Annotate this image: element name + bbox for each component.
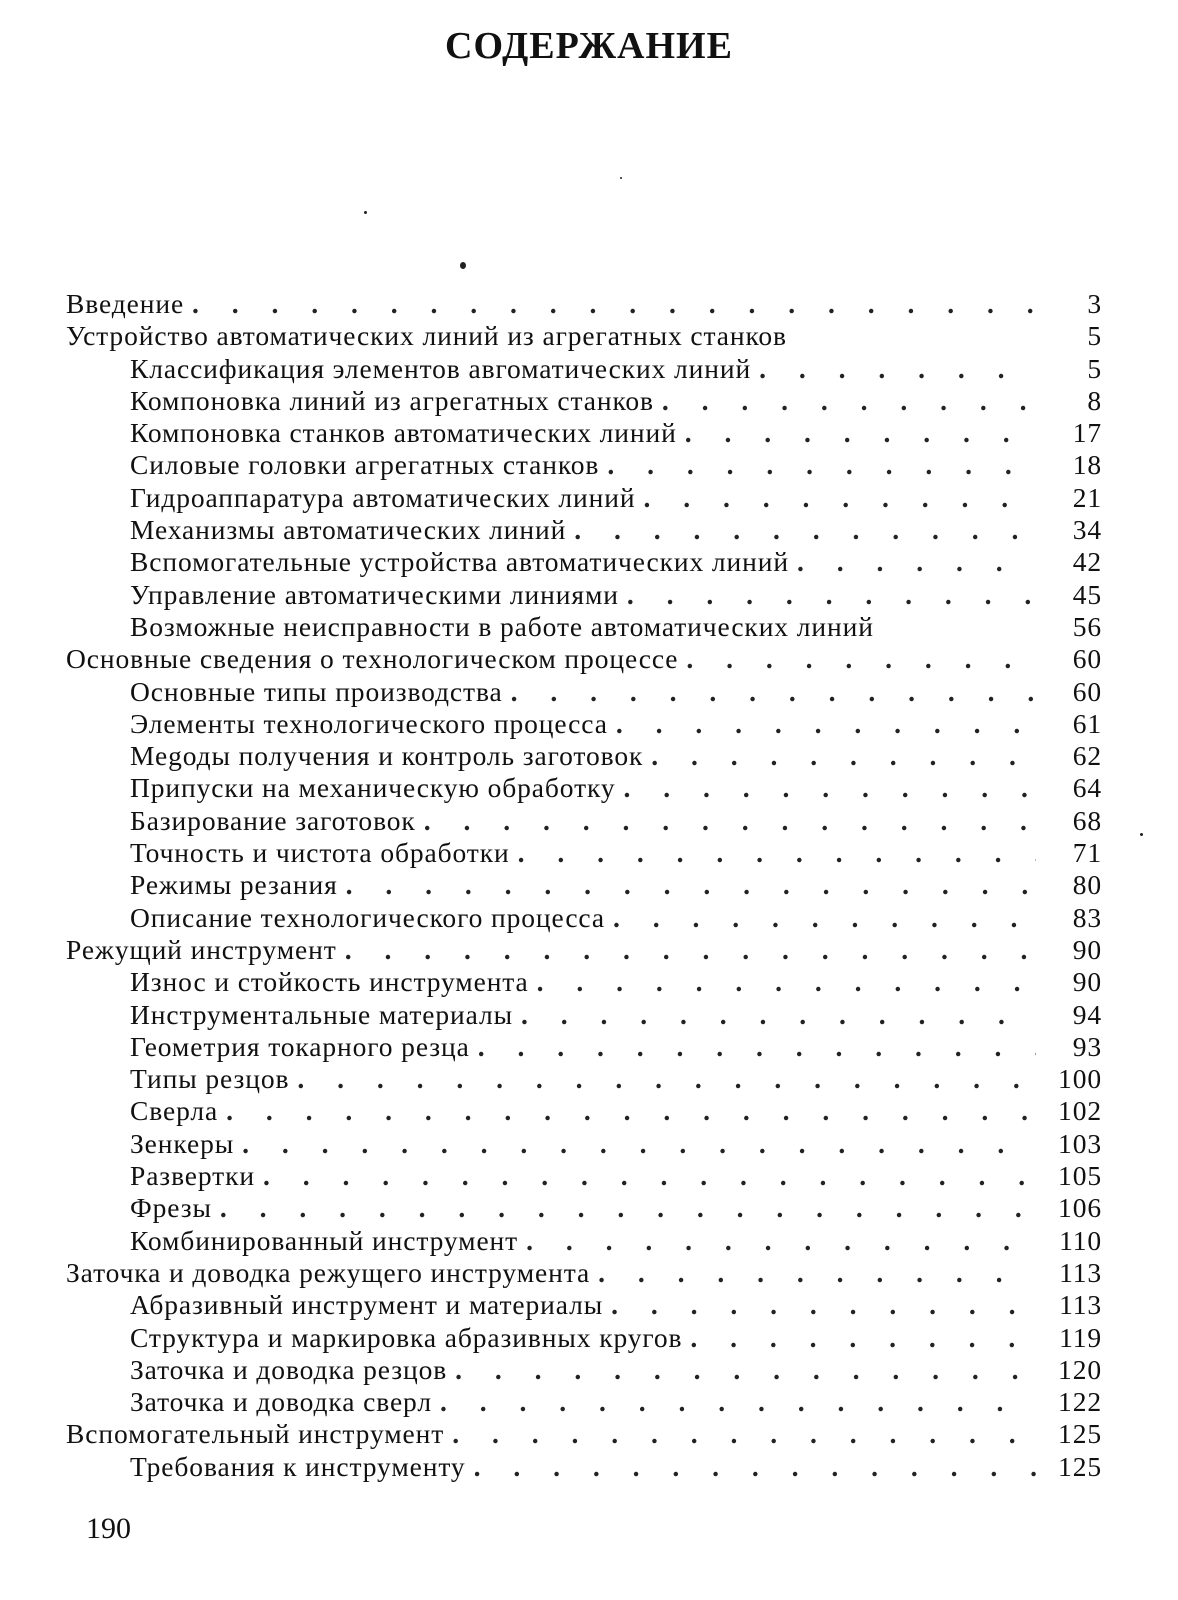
dot-leader xyxy=(346,869,1036,901)
dot-leader xyxy=(616,708,1036,740)
toc-entry-title: Механизмы автоматических линий xyxy=(130,514,567,546)
dot-leader xyxy=(627,579,1036,611)
toc-entry-page: 125 xyxy=(1058,1450,1102,1482)
toc-entry xyxy=(66,805,1102,837)
toc-entry-title: Точность и чистота обработки xyxy=(130,837,510,869)
toc-entry-title: Вспомогательные устройства автоматических линий xyxy=(130,546,789,578)
toc-entry-page: 125 xyxy=(1058,1418,1102,1450)
dot-leader xyxy=(263,1160,1036,1192)
dot-leader xyxy=(607,449,1036,481)
toc-entry-page: 80 xyxy=(1072,869,1102,901)
toc-entry-page: 105 xyxy=(1058,1160,1102,1192)
dot-leader xyxy=(345,934,1036,966)
toc-entry-title: Абразивный инструмент и материалы xyxy=(130,1289,604,1321)
dot-leader xyxy=(574,514,1036,546)
toc-entry-page: 119 xyxy=(1059,1321,1102,1353)
dot-leader xyxy=(686,643,1036,675)
toc-entry xyxy=(66,288,1102,320)
dot-leader xyxy=(455,1354,1036,1386)
toc-entry xyxy=(66,611,1102,643)
toc-entry-page: 106 xyxy=(1058,1192,1102,1224)
toc-entry-page: 94 xyxy=(1072,998,1102,1030)
toc-entry xyxy=(66,837,1102,869)
toc-entry-page: 93 xyxy=(1072,1030,1102,1062)
toc-entry xyxy=(66,353,1102,385)
dot-leader xyxy=(511,676,1036,708)
scan-speck xyxy=(1140,833,1143,836)
toc-entry xyxy=(66,449,1102,481)
dot-leader xyxy=(220,1192,1036,1224)
toc-entry xyxy=(66,546,1102,578)
toc-entry-page: 120 xyxy=(1058,1353,1102,1385)
toc-entry-page: 8 xyxy=(1087,384,1102,416)
dot-leader xyxy=(452,1418,1036,1450)
toc-entry xyxy=(66,869,1102,901)
toc-entry-title: Развертки xyxy=(130,1160,255,1192)
toc-entry-page: 21 xyxy=(1072,481,1102,513)
toc-entry xyxy=(66,1354,1102,1386)
dot-leader xyxy=(226,1095,1036,1127)
toc-entry-page: 64 xyxy=(1072,772,1102,804)
toc-entry-title: Износ и стойкость инструмента xyxy=(130,966,529,998)
dot-leader xyxy=(624,772,1036,804)
toc-entry xyxy=(66,676,1102,708)
toc-entry-page: 113 xyxy=(1059,1289,1102,1321)
toc-entry-page: 60 xyxy=(1072,643,1102,675)
toc-entry-title: Силовые головки агрегатных станков xyxy=(130,449,600,481)
page-number: 190 xyxy=(86,1512,131,1545)
toc-entry-title: Типы резцов xyxy=(130,1063,290,1095)
toc-entry-title: Базирование заготовок xyxy=(130,804,416,836)
toc-entry xyxy=(66,385,1102,417)
toc-entry-title: Классификация элементов авгоматических линий xyxy=(130,352,752,384)
toc-entry-page: 18 xyxy=(1072,449,1102,481)
toc-entry xyxy=(66,1225,1102,1257)
toc-entry-page: 113 xyxy=(1059,1256,1102,1288)
toc-entry-page: 5 xyxy=(1087,320,1102,352)
toc-entry-page: 5 xyxy=(1087,352,1102,384)
toc-entry-title: Описание технологического процесса xyxy=(130,901,605,933)
dot-leader xyxy=(662,385,1036,417)
toc-entry xyxy=(66,1257,1102,1289)
toc-entry xyxy=(66,579,1102,611)
toc-entry-page: 102 xyxy=(1058,1095,1102,1127)
toc-entry xyxy=(66,708,1102,740)
toc-entry-page: 45 xyxy=(1072,578,1102,610)
dot-leader xyxy=(242,1128,1036,1160)
dot-leader xyxy=(440,1386,1036,1418)
toc-entry xyxy=(66,999,1102,1031)
toc-entry-page: 34 xyxy=(1072,514,1102,546)
toc-entry xyxy=(66,1386,1102,1418)
toc-entry xyxy=(66,1451,1102,1483)
table-of-contents xyxy=(66,288,1102,1483)
toc-entry-title: Инструментальные материалы xyxy=(130,998,514,1030)
toc-entry-page: 71 xyxy=(1072,837,1102,869)
scan-speck xyxy=(620,177,622,179)
toc-entry-page: 61 xyxy=(1072,707,1102,739)
toc-entry-page: 122 xyxy=(1058,1386,1102,1418)
toc-entry-title: Заточка и доводка резцов xyxy=(130,1353,448,1385)
toc-entry-page: 90 xyxy=(1072,966,1102,998)
toc-entry xyxy=(66,1095,1102,1127)
toc-entry-page: 60 xyxy=(1072,675,1102,707)
dot-leader xyxy=(759,353,1036,385)
toc-entry-title: Структура и маркировка абразивных кругов xyxy=(130,1321,683,1353)
dot-leader xyxy=(526,1225,1036,1257)
toc-entry xyxy=(66,1063,1102,1095)
dot-leader xyxy=(474,1451,1036,1483)
dot-leader xyxy=(690,1322,1036,1354)
toc-entry-page: 100 xyxy=(1058,1063,1102,1095)
toc-entry-page: 83 xyxy=(1072,901,1102,933)
toc-entry-page: 68 xyxy=(1072,804,1102,836)
page-title: СОДЕРЖАНИЕ xyxy=(445,25,733,67)
toc-entry-page: 17 xyxy=(1072,417,1102,449)
toc-entry xyxy=(66,643,1102,675)
toc-entry-title: Заточка и доводка режущего инструмента xyxy=(66,1256,591,1288)
dot-leader xyxy=(297,1063,1036,1095)
dot-leader xyxy=(797,546,1036,578)
toc-entry-title: Элементы технологического процесса xyxy=(130,707,608,739)
toc-entry-title: Фрезы xyxy=(130,1192,212,1224)
toc-entry xyxy=(66,320,1102,352)
toc-entry xyxy=(66,772,1102,804)
toc-entry-title: Устройство автоматических линий из агрегатных станков xyxy=(66,320,787,352)
toc-entry-title: Введение xyxy=(66,288,185,319)
toc-entry-page: 3 xyxy=(1087,288,1102,319)
dot-leader xyxy=(192,288,1036,320)
toc-entry xyxy=(66,1031,1102,1063)
toc-entry-title: Геометрия токарного резца xyxy=(130,1030,470,1062)
toc-entry-title: Вспомогательный инструмент xyxy=(66,1418,445,1450)
toc-entry-title: Режущий инструмент xyxy=(66,933,337,965)
toc-entry-page: 103 xyxy=(1058,1127,1102,1159)
toc-entry xyxy=(66,417,1102,449)
dot-leader xyxy=(478,1031,1036,1063)
dot-leader xyxy=(537,966,1036,998)
toc-entry xyxy=(66,1418,1102,1450)
toc-entry xyxy=(66,514,1102,546)
toc-entry xyxy=(66,902,1102,934)
toc-entry-title: Заточка и доводка сверл xyxy=(130,1386,432,1418)
dot-leader xyxy=(613,902,1036,934)
toc-entry xyxy=(66,934,1102,966)
toc-entry xyxy=(66,740,1102,772)
toc-entry-page: 56 xyxy=(1072,610,1102,642)
toc-entry-title: Режимы резания xyxy=(130,869,338,901)
toc-entry xyxy=(66,1322,1102,1354)
toc-entry-title: Зенкеры xyxy=(130,1127,235,1159)
toc-entry-title: Управление автоматическими линиями xyxy=(130,578,619,610)
toc-entry-title: Компоновка станков автоматических линий xyxy=(130,417,677,449)
toc-entry-title: Сверла xyxy=(130,1095,219,1127)
dot-leader xyxy=(611,1289,1036,1321)
toc-entry-page: 90 xyxy=(1072,933,1102,965)
toc-entry-title: Комбинированный инструмент xyxy=(130,1224,519,1256)
toc-entry-page: 110 xyxy=(1059,1224,1102,1256)
scan-speck xyxy=(364,211,367,214)
dot-leader xyxy=(518,837,1036,869)
toc-entry xyxy=(66,1128,1102,1160)
scan-speck xyxy=(460,262,466,269)
toc-entry-page: 62 xyxy=(1072,740,1102,772)
dot-leader xyxy=(651,740,1036,772)
toc-entry-title: Основные сведения о технологическом процессе xyxy=(66,643,679,675)
toc-entry-title: Гидроаппаратура автоматических линий xyxy=(130,481,636,513)
toc-entry-title: Возможные неисправности в работе автоматических линий xyxy=(130,610,874,642)
dot-leader xyxy=(424,805,1036,837)
toc-entry-title: Требования к инструменту xyxy=(130,1450,466,1482)
dot-leader xyxy=(521,999,1036,1031)
toc-entry xyxy=(66,966,1102,998)
toc-entry xyxy=(66,1289,1102,1321)
toc-entry-title: Основные типы производства xyxy=(130,675,503,707)
dot-leader xyxy=(643,482,1036,514)
toc-entry xyxy=(66,1160,1102,1192)
toc-entry-title: Меgоды получения и контроль заготовок xyxy=(130,740,644,772)
toc-entry xyxy=(66,482,1102,514)
toc-entry-page: 42 xyxy=(1072,546,1102,578)
toc-entry-title: Компоновка линий из агрегатных станков xyxy=(130,384,654,416)
toc-entry-title: Припуски на механическую обработку xyxy=(130,772,616,804)
dot-leader xyxy=(685,417,1036,449)
toc-entry xyxy=(66,1192,1102,1224)
dot-leader xyxy=(598,1257,1036,1289)
